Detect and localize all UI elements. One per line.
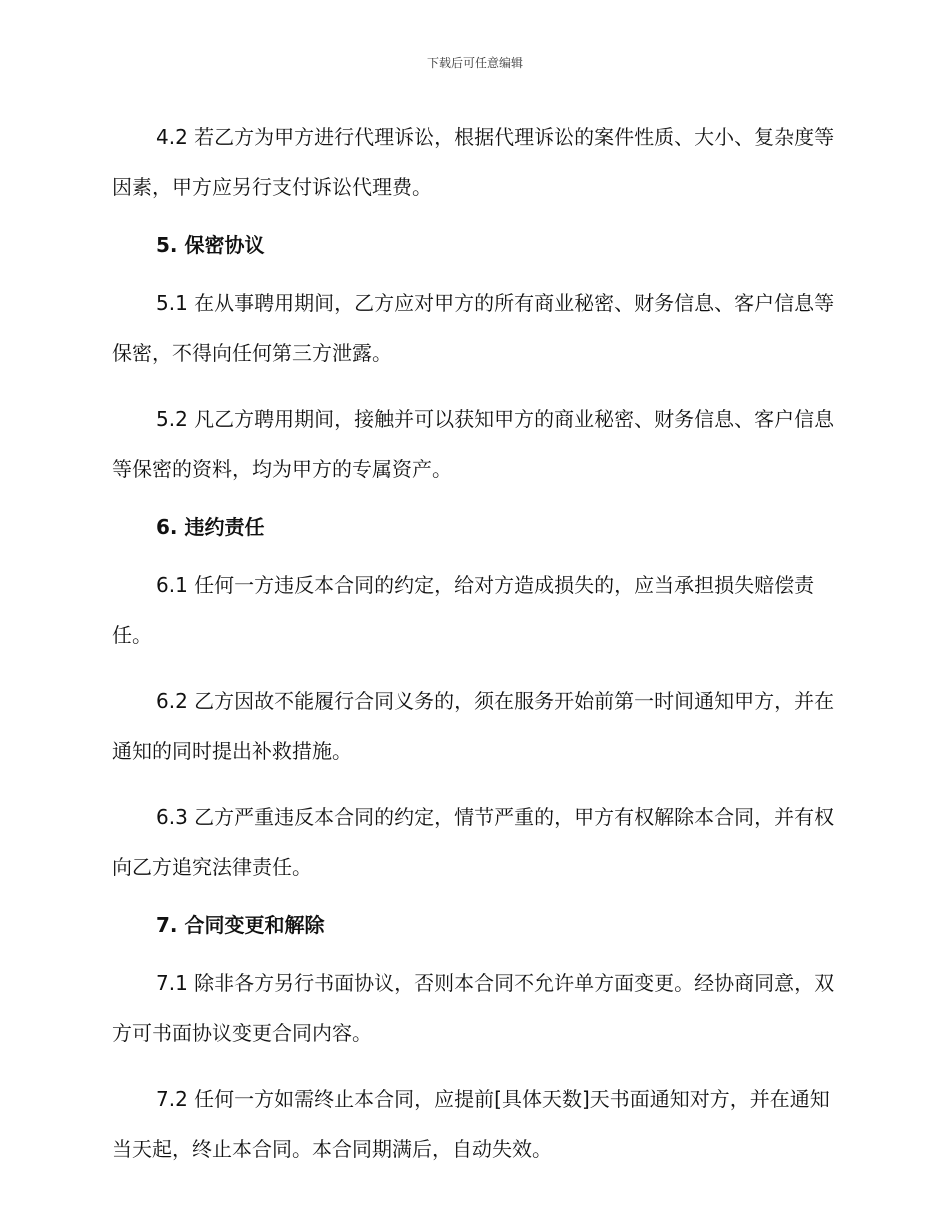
clause-6-3: 6.3 乙方严重违反本合同的约定，情节严重的，甲方有权解除本合同，并有权向乙方追究法律责任。: [112, 805, 835, 879]
clause-5-1: 5.1 在从事聘用期间，乙方应对甲方的所有商业秘密、财务信息、客户信息等保密，不得向任何第三方泄露。: [112, 291, 835, 365]
section-heading-6: 6. 违约责任: [156, 515, 265, 539]
clause-6-1: 6.1 任何一方违反本合同的约定，给对方造成损失的，应当承担损失赔偿责任。: [112, 573, 815, 647]
section-heading-5: 5. 保密协议: [156, 233, 265, 257]
clause-7-1: 7.1 除非各方另行书面协议，否则本合同不允许单方面变更。经协商同意，双方可书面协议变更合同内容。: [112, 971, 835, 1045]
header-note: 下载后可任意编辑: [426, 56, 523, 70]
document-body: [112, 112, 838, 1190]
section-heading-7: 7. 合同变更和解除: [156, 913, 325, 937]
clause-7-2: 7.2 任何一方如需终止本合同，应提前[具体天数]天书面通知对方，并在通知当天起，终止本合同。本合同期满后，自动失效。: [112, 1087, 830, 1161]
clause-4-2: 4.2 若乙方为甲方进行代理诉讼，根据代理诉讼的案件性质、大小、复杂度等因素，甲方应另行支付诉讼代理费。: [112, 125, 835, 199]
clause-6-2: 6.2 乙方因故不能履行合同义务的，须在服务开始前第一时间通知甲方，并在通知的同时提出补救措施。: [112, 689, 835, 763]
clause-5-2: 5.2 凡乙方聘用期间，接触并可以获知甲方的商业秘密、财务信息、客户信息等保密的资料，均为甲方的专属资产。: [112, 407, 835, 481]
